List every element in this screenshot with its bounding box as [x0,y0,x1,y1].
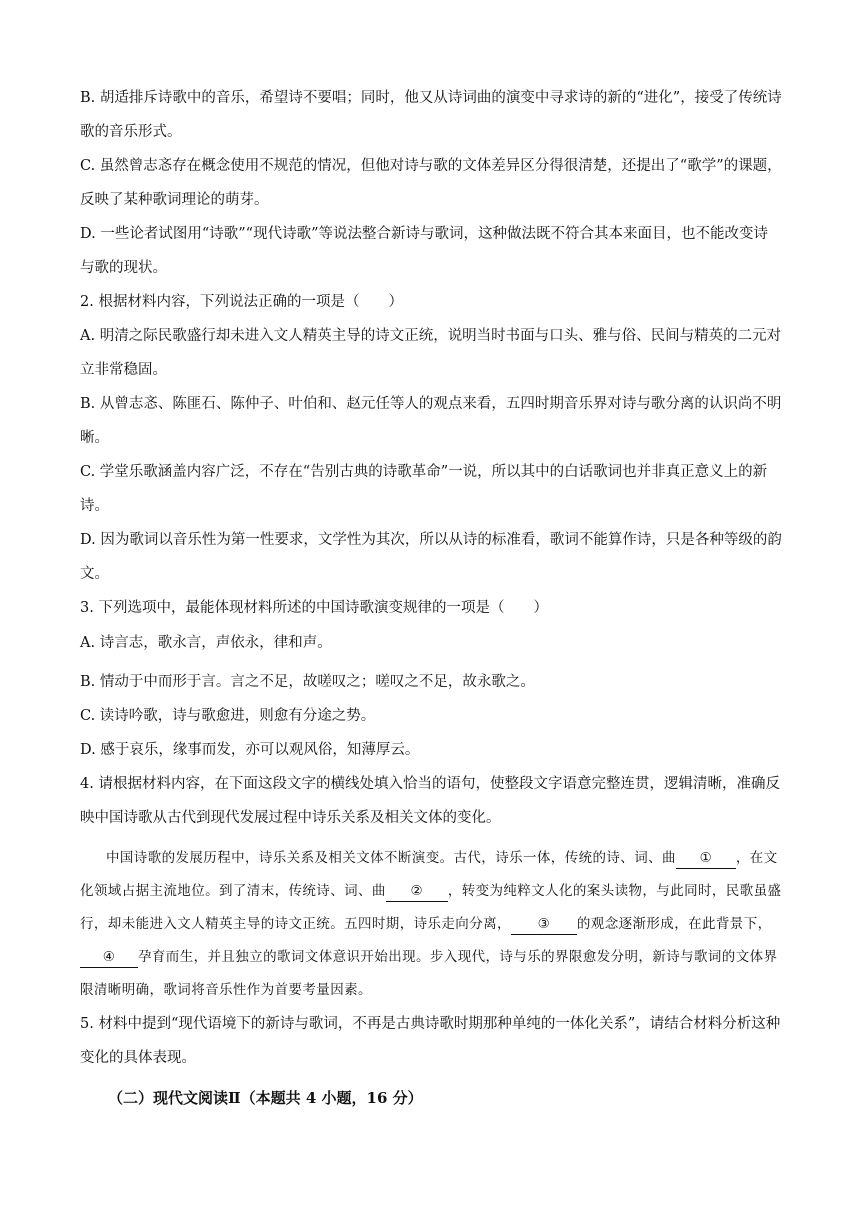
q4-passage-seg2: ，在文化领域占据主流地位。到了清末，传统诗、词、曲 [80,850,778,899]
q4-passage-seg4: 的观念逐渐形成，在此背景下， [576,916,772,932]
q2-stem: 2. 根据材料内容，下列说法正确的一项是（ ） [80,294,403,310]
q3-option-a: A. 诗言志，歌永言，声依永，律和声。 [80,635,332,651]
q1-option-c: C. 虽然曾志忞存在概念使用不规范的情况，但他对诗与歌的文体差异区分得很清楚，还提出了“歌学”的课题，反映了某种歌词理论的萌芽。 [80,158,782,208]
q2-option-d: D. 因为歌词以音乐性为第一性要求，文学性为其次，所以从诗的标准看，歌词不能算作诗，只是各种等级的韵文。 [80,532,782,582]
blank-4: ④ [80,947,138,968]
q3-option-d: D. 感于哀乐，缘事而发，亦可以观风俗，知薄厚云。 [80,742,420,758]
q5-text: 5. 材料中提到“现代语境下的新诗与歌词，不再是古典诗歌时期那种单纯的一体化关系”，请结合材料分析这种变化的具体表现。 [80,1016,781,1066]
q1-option-d: D. 一些论者试图用“诗歌”“现代诗歌”等说法整合新诗与歌词，这种做法既不符合其本来面目，也不能改变诗与歌的现状。 [80,226,768,276]
q4-passage-seg1: 中国诗歌的发展历程中，诗乐关系及相关文体不断演变。古代，诗乐一体，传统的诗、词、曲 [106,850,676,866]
q4-passage-seg5: 孕育而生，并且独立的歌词文体意识开始出现。步入现代，诗与乐的界限愈发分明，新诗与歌词的文体界限清晰明确，歌词将音乐性作为首要考量因素。 [80,949,778,998]
blank-2: ② [386,881,448,902]
q4-passage-seg3: ，转变为纯粹文人化的案头读物，与此同时，民歌虽盛行，却未能进入文人精英主导的诗文正统。五四时期，诗乐走向分离， [80,883,782,932]
q4-stem: 4. 请根据材料内容，在下面这段文字的横线处填入恰当的语句，使整段文字语意完整连贯，逻辑清晰，准确反映中国诗歌从古代到现代发展过程中诗乐关系及相关文体的变化。 [80,776,780,826]
q3-stem: 3. 下列选项中，最能体现材料所述的中国诗歌演变规律的一项是（ ） [80,600,548,616]
q2-option-b: B. 从曾志忞、陈匪石、陈仲子、叶伯和、赵元任等人的观点来看，五四时期音乐界对诗与歌分离的认识尚不明晰。 [80,396,782,446]
blank-3: ③ [511,914,577,935]
q3-option-c: C. 读诗吟歌，诗与歌愈进，则愈有分途之势。 [80,708,376,724]
q2-option-c: C. 学堂乐歌涵盖内容广泛，不存在“告别古典的诗歌革命”一说，所以其中的白话歌词也并非真正意义上的新诗。 [80,464,768,514]
q3-option-b: B. 情动于中而形于言。言之不足，故嗟叹之；嗟叹之不足，故永歌之。 [80,674,535,690]
q2-option-a: A. 明清之际民歌盛行却未进入文人精英主导的诗文正统，说明当时书面与口头、雅与俗、民间与精英的二元对立非常稳固。 [80,328,782,378]
q1-option-b: B. 胡适排斥诗歌中的音乐，希望诗不要唱；同时，他又从诗词曲的演变中寻求诗的新的“进化”，接受了传统诗歌的音乐形式。 [80,90,782,140]
q4-passage [80,842,782,1007]
blank-1: ① [676,848,736,869]
section-heading: （二）现代文阅读Ⅱ（本题共 4 小题，16 分） [108,1089,423,1107]
